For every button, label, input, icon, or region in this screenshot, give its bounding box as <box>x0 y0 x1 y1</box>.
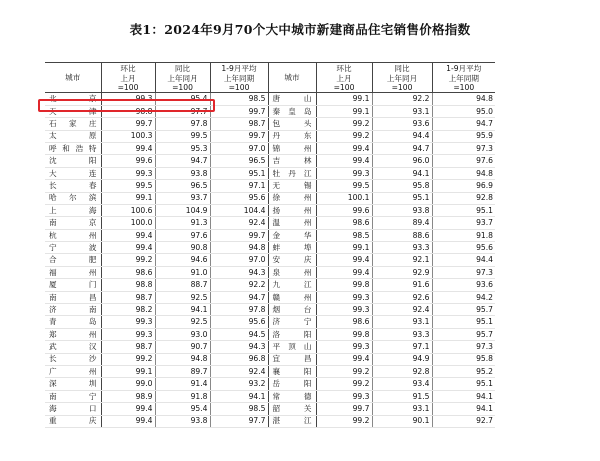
cell-mom-left: 99.3 <box>101 328 155 340</box>
subheader-base: =100 <box>391 83 413 93</box>
table-title: 表1：2024年9月70个大中城市新建商品住宅销售价格指数 <box>129 22 471 37</box>
cell-avg-left: 94.3 <box>210 266 268 278</box>
cell-city-left: 呼和浩特 <box>45 142 101 154</box>
cell-yoy-right: 94.7 <box>372 142 432 154</box>
cell-yoy-right: 92.8 <box>372 365 432 377</box>
cell-avg-right: 97.3 <box>432 266 495 278</box>
table-row <box>45 229 495 241</box>
cell-mom-right: 99.4 <box>316 254 372 266</box>
cell-city-left: 天 津 <box>45 105 101 117</box>
subheader-label: 上年同月 <box>386 74 418 84</box>
subheader-avg-right <box>432 74 495 93</box>
cell-city-right: 湛 江 <box>268 415 316 427</box>
cell-mom-right: 99.4 <box>316 155 372 167</box>
cell-avg-right: 95.0 <box>432 105 495 117</box>
cell-mom-left: 99.7 <box>101 118 155 130</box>
cell-yoy-right: 97.1 <box>372 341 432 353</box>
cell-avg-left: 97.0 <box>210 142 268 154</box>
cell-yoy-right: 92.4 <box>372 304 432 316</box>
header-yoy-left: 同比 <box>155 63 210 75</box>
cell-mom-left: 99.4 <box>101 229 155 241</box>
cell-mom-left: 98.9 <box>101 390 155 402</box>
cell-city-right: 牡丹江 <box>268 167 316 179</box>
cell-avg-left: 97.8 <box>210 304 268 316</box>
table-row <box>45 93 495 105</box>
cell-city-left: 海 口 <box>45 403 101 415</box>
cell-yoy-left: 91.0 <box>155 266 210 278</box>
cell-city-left: 长 春 <box>45 180 101 192</box>
cell-avg-left: 96.8 <box>210 353 268 365</box>
subheader-label: 上年同期 <box>448 74 479 84</box>
subheader-base: =100 <box>172 83 193 93</box>
cell-city-right: 赣 州 <box>268 291 316 303</box>
table-row <box>45 180 495 192</box>
subheader-base: =100 <box>453 83 475 93</box>
cell-yoy-left: 92.5 <box>155 291 210 303</box>
cell-avg-right: 92.7 <box>432 415 495 427</box>
cell-city-right: 平顶山 <box>268 341 316 353</box>
cell-city-left: 济 南 <box>45 304 101 316</box>
cell-avg-left: 99.7 <box>210 229 268 241</box>
cell-mom-left: 99.3 <box>101 316 155 328</box>
header-city-left: 城市 <box>45 63 101 93</box>
cell-city-left: 沈 阳 <box>45 155 101 167</box>
cell-mom-right: 99.3 <box>316 167 372 179</box>
cell-mom-left: 98.7 <box>101 341 155 353</box>
cell-avg-left: 97.0 <box>210 254 268 266</box>
cell-city-right: 烟 台 <box>268 304 316 316</box>
cell-city-right: 宜 昌 <box>268 353 316 365</box>
cell-avg-left: 96.5 <box>210 155 268 167</box>
cell-mom-right: 98.6 <box>316 316 372 328</box>
cell-mom-right: 98.6 <box>316 217 372 229</box>
table-row <box>45 390 495 402</box>
cell-avg-left: 99.7 <box>210 130 268 142</box>
cell-mom-left: 99.2 <box>101 353 155 365</box>
cell-mom-right: 99.8 <box>316 279 372 291</box>
cell-avg-left: 98.5 <box>210 93 268 105</box>
table-row <box>45 142 495 154</box>
cell-avg-right: 94.2 <box>432 291 495 303</box>
cell-mom-right: 99.1 <box>316 93 372 105</box>
cell-avg-left: 98.5 <box>210 403 268 415</box>
table-row <box>45 316 495 328</box>
subheader-base: =100 <box>117 83 139 93</box>
header-mom-right: 环比 <box>316 63 372 75</box>
cell-avg-left: 94.5 <box>210 328 268 340</box>
cell-avg-right: 91.8 <box>432 229 495 241</box>
cell-avg-right: 97.6 <box>432 155 495 167</box>
cell-mom-left: 99.3 <box>101 93 155 105</box>
cell-avg-right: 94.8 <box>432 93 495 105</box>
price-index-table <box>45 62 495 428</box>
cell-yoy-left: 99.5 <box>155 130 210 142</box>
cell-avg-left: 94.7 <box>210 291 268 303</box>
cell-yoy-left: 94.8 <box>155 353 210 365</box>
cell-mom-left: 100.3 <box>101 130 155 142</box>
cell-avg-left: 92.2 <box>210 279 268 291</box>
cell-avg-right: 92.8 <box>432 192 495 204</box>
subheader-label: 上年同期 <box>223 74 255 84</box>
table-row <box>45 204 495 216</box>
cell-yoy-left: 91.4 <box>155 378 210 390</box>
cell-yoy-right: 93.6 <box>372 118 432 130</box>
cell-yoy-right: 93.4 <box>372 378 432 390</box>
table-row <box>45 291 495 303</box>
subheader-label: 上月 <box>336 74 352 84</box>
table-row <box>45 242 495 254</box>
cell-mom-right: 99.4 <box>316 142 372 154</box>
cell-yoy-right: 94.4 <box>372 130 432 142</box>
cell-yoy-left: 95.4 <box>155 403 210 415</box>
cell-city-left: 青 岛 <box>45 316 101 328</box>
cell-yoy-left: 92.5 <box>155 316 210 328</box>
cell-mom-right: 99.4 <box>316 266 372 278</box>
header-avg-left: 1-9月平均 <box>210 63 268 75</box>
cell-yoy-left: 90.7 <box>155 341 210 353</box>
table-row <box>45 304 495 316</box>
cell-yoy-right: 93.3 <box>372 242 432 254</box>
cell-mom-right: 99.3 <box>316 304 372 316</box>
cell-mom-right: 99.1 <box>316 242 372 254</box>
cell-avg-left: 95.1 <box>210 167 268 179</box>
cell-yoy-right: 92.1 <box>372 254 432 266</box>
table-row <box>45 167 495 179</box>
cell-mom-right: 99.2 <box>316 378 372 390</box>
cell-city-left: 石家庄 <box>45 118 101 130</box>
cell-city-left: 南 京 <box>45 217 101 229</box>
cell-yoy-right: 91.6 <box>372 279 432 291</box>
cell-yoy-left: 88.7 <box>155 279 210 291</box>
table-row <box>45 155 495 167</box>
cell-avg-right: 94.8 <box>432 167 495 179</box>
table-row <box>45 130 495 142</box>
cell-mom-left: 100.6 <box>101 204 155 216</box>
cell-yoy-left: 89.7 <box>155 365 210 377</box>
table-row <box>45 378 495 390</box>
table-row <box>45 365 495 377</box>
cell-city-left: 郑 州 <box>45 328 101 340</box>
cell-avg-left: 97.1 <box>210 180 268 192</box>
cell-yoy-right: 96.0 <box>372 155 432 167</box>
cell-city-left: 南 宁 <box>45 390 101 402</box>
cell-avg-left: 99.7 <box>210 105 268 117</box>
subheader-yoy-right <box>372 74 432 93</box>
cell-avg-right: 97.3 <box>432 341 495 353</box>
table-row <box>45 415 495 427</box>
cell-avg-right: 93.6 <box>432 279 495 291</box>
cell-avg-right: 95.7 <box>432 328 495 340</box>
table-row <box>45 217 495 229</box>
cell-yoy-right: 88.6 <box>372 229 432 241</box>
header-city-right: 城市 <box>268 63 316 93</box>
cell-yoy-left: 97.7 <box>155 105 210 117</box>
cell-mom-right: 98.5 <box>316 229 372 241</box>
cell-avg-left: 94.1 <box>210 390 268 402</box>
subheader-label: 上年同月 <box>167 74 198 84</box>
subheader-avg-left <box>210 74 268 93</box>
cell-city-left: 宁 波 <box>45 242 101 254</box>
cell-mom-right: 100.1 <box>316 192 372 204</box>
cell-mom-right: 99.3 <box>316 390 372 402</box>
table-row <box>45 254 495 266</box>
header-avg-right: 1-9月平均 <box>432 63 495 75</box>
cell-city-left: 重 庆 <box>45 415 101 427</box>
cell-city-left: 上 海 <box>45 204 101 216</box>
cell-yoy-left: 94.6 <box>155 254 210 266</box>
cell-city-left: 厦 门 <box>45 279 101 291</box>
table-row <box>45 353 495 365</box>
cell-avg-right: 95.2 <box>432 365 495 377</box>
cell-city-left: 太 原 <box>45 130 101 142</box>
cell-city-left: 哈尔滨 <box>45 192 101 204</box>
cell-city-right: 包 头 <box>268 118 316 130</box>
cell-city-right: 常 德 <box>268 390 316 402</box>
cell-mom-right: 99.2 <box>316 130 372 142</box>
table-row <box>45 279 495 291</box>
cell-city-left: 深 圳 <box>45 378 101 390</box>
cell-avg-right: 95.1 <box>432 378 495 390</box>
cell-mom-left: 98.6 <box>101 266 155 278</box>
cell-city-left: 大 连 <box>45 167 101 179</box>
cell-yoy-right: 93.1 <box>372 316 432 328</box>
subheader-yoy-left <box>155 74 210 93</box>
header-yoy-right: 同比 <box>372 63 432 75</box>
cell-yoy-right: 92.2 <box>372 93 432 105</box>
cell-city-left: 福 州 <box>45 266 101 278</box>
cell-mom-left: 99.1 <box>101 365 155 377</box>
cell-yoy-right: 95.8 <box>372 180 432 192</box>
cell-mom-left: 99.2 <box>101 254 155 266</box>
cell-city-right: 吉 林 <box>268 155 316 167</box>
cell-yoy-right: 93.1 <box>372 403 432 415</box>
cell-yoy-left: 91.8 <box>155 390 210 402</box>
subheader-mom-right <box>316 74 372 93</box>
cell-yoy-left: 94.7 <box>155 155 210 167</box>
cell-mom-left: 99.4 <box>101 415 155 427</box>
cell-avg-right: 95.8 <box>432 353 495 365</box>
table-row <box>45 105 495 117</box>
cell-avg-right: 95.1 <box>432 204 495 216</box>
table-row <box>45 192 495 204</box>
cell-avg-right: 94.7 <box>432 118 495 130</box>
cell-mom-right: 99.3 <box>316 341 372 353</box>
cell-yoy-left: 93.0 <box>155 328 210 340</box>
cell-city-left: 广 州 <box>45 365 101 377</box>
cell-mom-right: 99.3 <box>316 291 372 303</box>
cell-mom-right: 99.2 <box>316 415 372 427</box>
cell-avg-right: 95.6 <box>432 242 495 254</box>
cell-yoy-right: 89.4 <box>372 217 432 229</box>
cell-mom-right: 99.4 <box>316 353 372 365</box>
cell-yoy-right: 91.5 <box>372 390 432 402</box>
subheader-label: 上月 <box>120 74 136 84</box>
cell-avg-left: 95.6 <box>210 316 268 328</box>
cell-avg-right: 97.3 <box>432 142 495 154</box>
cell-yoy-left: 104.9 <box>155 204 210 216</box>
cell-city-right: 洛 阳 <box>268 328 316 340</box>
table-body <box>45 93 495 428</box>
cell-mom-left: 98.8 <box>101 105 155 117</box>
cell-city-left: 北 京 <box>45 93 101 105</box>
cell-mom-right: 99.6 <box>316 204 372 216</box>
cell-avg-left: 94.3 <box>210 341 268 353</box>
cell-mom-left: 99.1 <box>101 192 155 204</box>
table-row <box>45 328 495 340</box>
cell-city-right: 丹 东 <box>268 130 316 142</box>
cell-mom-right: 99.8 <box>316 328 372 340</box>
cell-yoy-left: 93.8 <box>155 167 210 179</box>
cell-yoy-right: 93.8 <box>372 204 432 216</box>
cell-mom-left: 98.8 <box>101 279 155 291</box>
cell-avg-right: 96.9 <box>432 180 495 192</box>
cell-mom-left: 99.5 <box>101 180 155 192</box>
cell-avg-left: 95.6 <box>210 192 268 204</box>
cell-city-right: 泉 州 <box>268 266 316 278</box>
cell-avg-right: 95.9 <box>432 130 495 142</box>
cell-yoy-left: 95.3 <box>155 142 210 154</box>
cell-mom-left: 99.0 <box>101 378 155 390</box>
cell-mom-right: 99.2 <box>316 118 372 130</box>
cell-mom-left: 98.7 <box>101 291 155 303</box>
cell-yoy-right: 92.9 <box>372 266 432 278</box>
cell-city-right: 锦 州 <box>268 142 316 154</box>
cell-yoy-right: 92.6 <box>372 291 432 303</box>
cell-mom-right: 99.5 <box>316 180 372 192</box>
cell-city-right: 无 锡 <box>268 180 316 192</box>
cell-mom-right: 99.7 <box>316 403 372 415</box>
cell-city-right: 岳 阳 <box>268 378 316 390</box>
cell-avg-right: 94.1 <box>432 390 495 402</box>
cell-avg-left: 104.4 <box>210 204 268 216</box>
cell-city-right: 韶 关 <box>268 403 316 415</box>
cell-yoy-left: 90.8 <box>155 242 210 254</box>
cell-yoy-left: 95.4 <box>155 93 210 105</box>
cell-mom-right: 99.1 <box>316 105 372 117</box>
cell-yoy-left: 94.1 <box>155 304 210 316</box>
cell-city-right: 秦皇岛 <box>268 105 316 117</box>
cell-city-left: 合 肥 <box>45 254 101 266</box>
cell-yoy-left: 93.7 <box>155 192 210 204</box>
cell-city-right: 唐 山 <box>268 93 316 105</box>
cell-city-right: 扬 州 <box>268 204 316 216</box>
cell-city-right: 襄 阳 <box>268 365 316 377</box>
subheader-base: =100 <box>228 83 250 93</box>
cell-yoy-right: 90.1 <box>372 415 432 427</box>
cell-mom-right: 99.2 <box>316 365 372 377</box>
cell-city-left: 杭 州 <box>45 229 101 241</box>
table-row <box>45 266 495 278</box>
cell-avg-left: 93.2 <box>210 378 268 390</box>
cell-city-left: 南 昌 <box>45 291 101 303</box>
table-row <box>45 118 495 130</box>
cell-mom-left: 99.3 <box>101 167 155 179</box>
cell-city-right: 济 宁 <box>268 316 316 328</box>
header-mom-left: 环比 <box>101 63 155 75</box>
cell-mom-left: 99.4 <box>101 403 155 415</box>
table-row <box>45 341 495 353</box>
cell-avg-right: 94.4 <box>432 254 495 266</box>
table-row <box>45 403 495 415</box>
cell-city-right: 九 江 <box>268 279 316 291</box>
cell-mom-left: 98.2 <box>101 304 155 316</box>
cell-yoy-left: 93.8 <box>155 415 210 427</box>
cell-avg-right: 94.1 <box>432 403 495 415</box>
cell-avg-right: 95.1 <box>432 316 495 328</box>
cell-yoy-right: 94.1 <box>372 167 432 179</box>
cell-city-left: 武 汉 <box>45 341 101 353</box>
cell-yoy-right: 93.1 <box>372 105 432 117</box>
cell-yoy-right: 95.1 <box>372 192 432 204</box>
cell-yoy-left: 97.8 <box>155 118 210 130</box>
cell-city-right: 温 州 <box>268 217 316 229</box>
cell-avg-left: 94.8 <box>210 242 268 254</box>
cell-city-right: 安 庆 <box>268 254 316 266</box>
subheader-base: =100 <box>333 83 355 93</box>
cell-mom-left: 99.6 <box>101 155 155 167</box>
cell-avg-left: 92.4 <box>210 365 268 377</box>
subheader-mom-left <box>101 74 155 93</box>
cell-mom-left: 99.4 <box>101 242 155 254</box>
header-group-row <box>45 63 495 75</box>
cell-city-left: 长 沙 <box>45 353 101 365</box>
cell-avg-right: 95.7 <box>432 304 495 316</box>
cell-yoy-right: 93.3 <box>372 328 432 340</box>
cell-mom-left: 100.0 <box>101 217 155 229</box>
cell-yoy-left: 91.3 <box>155 217 210 229</box>
cell-yoy-right: 94.9 <box>372 353 432 365</box>
cell-avg-left: 97.7 <box>210 415 268 427</box>
cell-yoy-left: 97.6 <box>155 229 210 241</box>
cell-mom-left: 99.4 <box>101 142 155 154</box>
cell-avg-left: 98.7 <box>210 118 268 130</box>
cell-city-right: 徐 州 <box>268 192 316 204</box>
cell-city-right: 蚌 埠 <box>268 242 316 254</box>
cell-avg-left: 92.4 <box>210 217 268 229</box>
cell-city-right: 金 华 <box>268 229 316 241</box>
cell-yoy-left: 96.5 <box>155 180 210 192</box>
cell-avg-right: 93.7 <box>432 217 495 229</box>
